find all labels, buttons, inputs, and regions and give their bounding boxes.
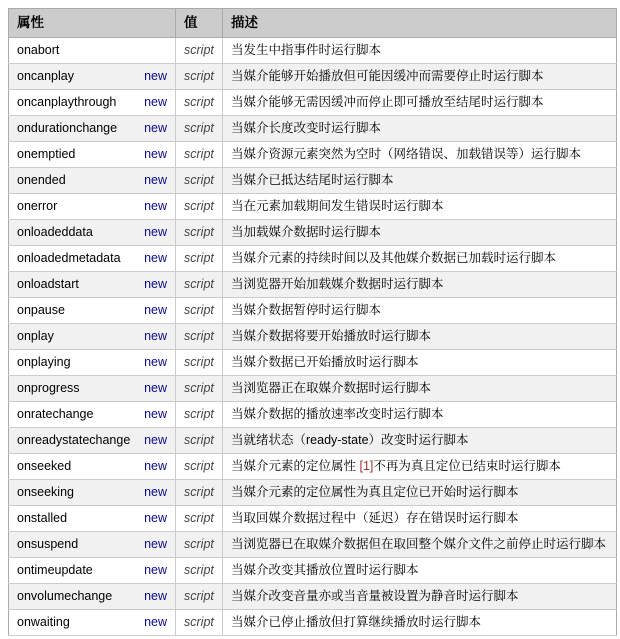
attribute-name: ontimeupdate — [17, 563, 93, 577]
footnote-reference-link[interactable]: [1] — [359, 459, 374, 473]
table-row — [9, 116, 617, 142]
cell-value: script — [176, 428, 223, 454]
cell-attribute — [9, 272, 176, 298]
cell-attribute — [9, 142, 176, 168]
cell-attribute — [9, 454, 176, 480]
table-row — [9, 90, 617, 116]
description-text-after: 不再为真且定位已结束时运行脚本 — [373, 459, 561, 473]
attribute-name: onsuspend — [17, 537, 79, 551]
cell-value: script — [176, 116, 223, 142]
attribute-name: onloadedmetadata — [17, 251, 121, 265]
cell-description: 当媒介元素的定位属性为真且定位已开始时运行脚本 — [223, 480, 617, 506]
cell-value: script — [176, 454, 223, 480]
cell-value: script — [176, 506, 223, 532]
attribute-name: onstalled — [17, 511, 68, 525]
new-badge: new — [144, 615, 167, 629]
cell-description: 当媒介已停止播放但打算继续播放时运行脚本 — [223, 610, 617, 636]
table-row — [9, 480, 617, 506]
table-row — [9, 532, 617, 558]
cell-attribute — [9, 480, 176, 506]
cell-value: script — [176, 610, 223, 636]
column-header-description: 描述 — [223, 9, 617, 38]
cell-description: 当媒介能够开始播放但可能因缓冲而需要停止时运行脚本 — [223, 64, 617, 90]
cell-value: script — [176, 376, 223, 402]
cell-attribute — [9, 168, 176, 194]
cell-value: script — [176, 142, 223, 168]
cell-value: script — [176, 480, 223, 506]
attribute-name: onended — [17, 173, 66, 187]
cell-description: 当就绪状态（ready-state）改变时运行脚本 — [223, 428, 617, 454]
column-header-value: 值 — [176, 9, 223, 38]
cell-attribute — [9, 90, 176, 116]
attribute-name: onpause — [17, 303, 65, 317]
attribute-name: onloadstart — [17, 277, 79, 291]
cell-value: script — [176, 38, 223, 64]
new-badge: new — [144, 121, 167, 135]
cell-attribute — [9, 194, 176, 220]
new-badge: new — [144, 407, 167, 421]
table-row — [9, 506, 617, 532]
table-row — [9, 584, 617, 610]
cell-value: script — [176, 64, 223, 90]
cell-description: 当媒介改变音量亦或当音量被设置为静音时运行脚本 — [223, 584, 617, 610]
cell-description: 当媒介数据将要开始播放时运行脚本 — [223, 324, 617, 350]
new-badge: new — [144, 225, 167, 239]
cell-attribute — [9, 584, 176, 610]
cell-value: script — [176, 298, 223, 324]
new-badge: new — [144, 459, 167, 473]
table-row — [9, 558, 617, 584]
attribute-name: onseeking — [17, 485, 74, 499]
attribute-name: onprogress — [17, 381, 80, 395]
table-row — [9, 142, 617, 168]
table-row — [9, 194, 617, 220]
cell-description: 当媒介已抵达结尾时运行脚本 — [223, 168, 617, 194]
cell-description: 当媒介数据已开始播放时运行脚本 — [223, 350, 617, 376]
attribute-name: onseeked — [17, 459, 72, 473]
description-text-before: 当媒介元素的定位属性 — [231, 459, 360, 473]
media-event-attributes-table — [8, 8, 617, 636]
cell-attribute — [9, 324, 176, 350]
table-row — [9, 38, 617, 64]
cell-attribute — [9, 610, 176, 636]
cell-value: script — [176, 220, 223, 246]
cell-description: 当媒介资源元素突然为空时（网络错误、加载错误等）运行脚本 — [223, 142, 617, 168]
attribute-name: onratechange — [17, 407, 94, 421]
cell-description: 当媒介改变其播放位置时运行脚本 — [223, 558, 617, 584]
cell-description — [223, 454, 617, 480]
attribute-name: onvolumechange — [17, 589, 113, 603]
cell-description: 当媒介数据暂停时运行脚本 — [223, 298, 617, 324]
attribute-name: ondurationchange — [17, 121, 118, 135]
cell-attribute — [9, 116, 176, 142]
cell-value: script — [176, 584, 223, 610]
attribute-name: onemptied — [17, 147, 76, 161]
cell-attribute — [9, 64, 176, 90]
table-row — [9, 220, 617, 246]
table-row — [9, 428, 617, 454]
new-badge: new — [144, 69, 167, 83]
cell-value: script — [176, 324, 223, 350]
cell-description: 当加载媒介数据时运行脚本 — [223, 220, 617, 246]
cell-description: 当浏览器开始加载媒介数据时运行脚本 — [223, 272, 617, 298]
new-badge: new — [144, 251, 167, 265]
cell-attribute — [9, 402, 176, 428]
cell-value: script — [176, 90, 223, 116]
new-badge: new — [144, 329, 167, 343]
cell-attribute — [9, 558, 176, 584]
table-row — [9, 454, 617, 480]
cell-attribute — [9, 220, 176, 246]
attribute-name: onplay — [17, 329, 54, 343]
new-badge: new — [144, 303, 167, 317]
table-header-row — [9, 9, 617, 38]
table-row — [9, 272, 617, 298]
table-row — [9, 298, 617, 324]
table-row — [9, 376, 617, 402]
cell-attribute — [9, 506, 176, 532]
attribute-name: onabort — [17, 43, 60, 57]
cell-value: script — [176, 168, 223, 194]
cell-description: 当取回媒介数据过程中（延迟）存在错误时运行脚本 — [223, 506, 617, 532]
column-header-attribute: 属性 — [9, 9, 176, 38]
table-row — [9, 168, 617, 194]
new-badge: new — [144, 511, 167, 525]
cell-attribute — [9, 246, 176, 272]
cell-value: script — [176, 246, 223, 272]
attribute-name: onreadystatechange — [17, 433, 131, 447]
attribute-name: onerror — [17, 199, 58, 213]
cell-attribute — [9, 428, 176, 454]
cell-description: 当媒介长度改变时运行脚本 — [223, 116, 617, 142]
attribute-name: onplaying — [17, 355, 71, 369]
cell-value: script — [176, 272, 223, 298]
table-row — [9, 324, 617, 350]
table-row — [9, 64, 617, 90]
new-badge: new — [144, 563, 167, 577]
cell-value: script — [176, 532, 223, 558]
cell-description: 当媒介数据的播放速率改变时运行脚本 — [223, 402, 617, 428]
cell-description: 当发生中指事件时运行脚本 — [223, 38, 617, 64]
attribute-name: onloadeddata — [17, 225, 93, 239]
attribute-name: onwaiting — [17, 615, 70, 629]
attribute-name: oncanplay — [17, 69, 74, 83]
table-header — [9, 9, 617, 38]
cell-description: 当浏览器已在取媒介数据但在取回整个媒介文件之前停止时运行脚本 — [223, 532, 617, 558]
cell-attribute — [9, 376, 176, 402]
cell-description: 当媒介能够无需因缓冲而停止即可播放至结尾时运行脚本 — [223, 90, 617, 116]
cell-description: 当在元素加载期间发生错误时运行脚本 — [223, 194, 617, 220]
cell-value: script — [176, 558, 223, 584]
new-badge: new — [144, 95, 167, 109]
new-badge: new — [144, 355, 167, 369]
cell-attribute — [9, 298, 176, 324]
new-badge: new — [144, 147, 167, 161]
new-badge: new — [144, 485, 167, 499]
cell-attribute — [9, 38, 176, 64]
new-badge: new — [144, 173, 167, 187]
table-row — [9, 350, 617, 376]
cell-attribute — [9, 532, 176, 558]
table-body — [9, 38, 617, 636]
new-badge: new — [144, 589, 167, 603]
cell-value: script — [176, 194, 223, 220]
cell-description: 当浏览器正在取媒介数据时运行脚本 — [223, 376, 617, 402]
new-badge: new — [144, 199, 167, 213]
new-badge: new — [144, 277, 167, 291]
cell-value: script — [176, 402, 223, 428]
attribute-name: oncanplaythrough — [17, 95, 117, 109]
table-row — [9, 246, 617, 272]
new-badge: new — [144, 433, 167, 447]
cell-description: 当媒介元素的持续时间以及其他媒介数据已加载时运行脚本 — [223, 246, 617, 272]
new-badge: new — [144, 381, 167, 395]
cell-attribute — [9, 350, 176, 376]
table-row — [9, 402, 617, 428]
new-badge: new — [144, 537, 167, 551]
cell-value: script — [176, 350, 223, 376]
table-row — [9, 610, 617, 636]
